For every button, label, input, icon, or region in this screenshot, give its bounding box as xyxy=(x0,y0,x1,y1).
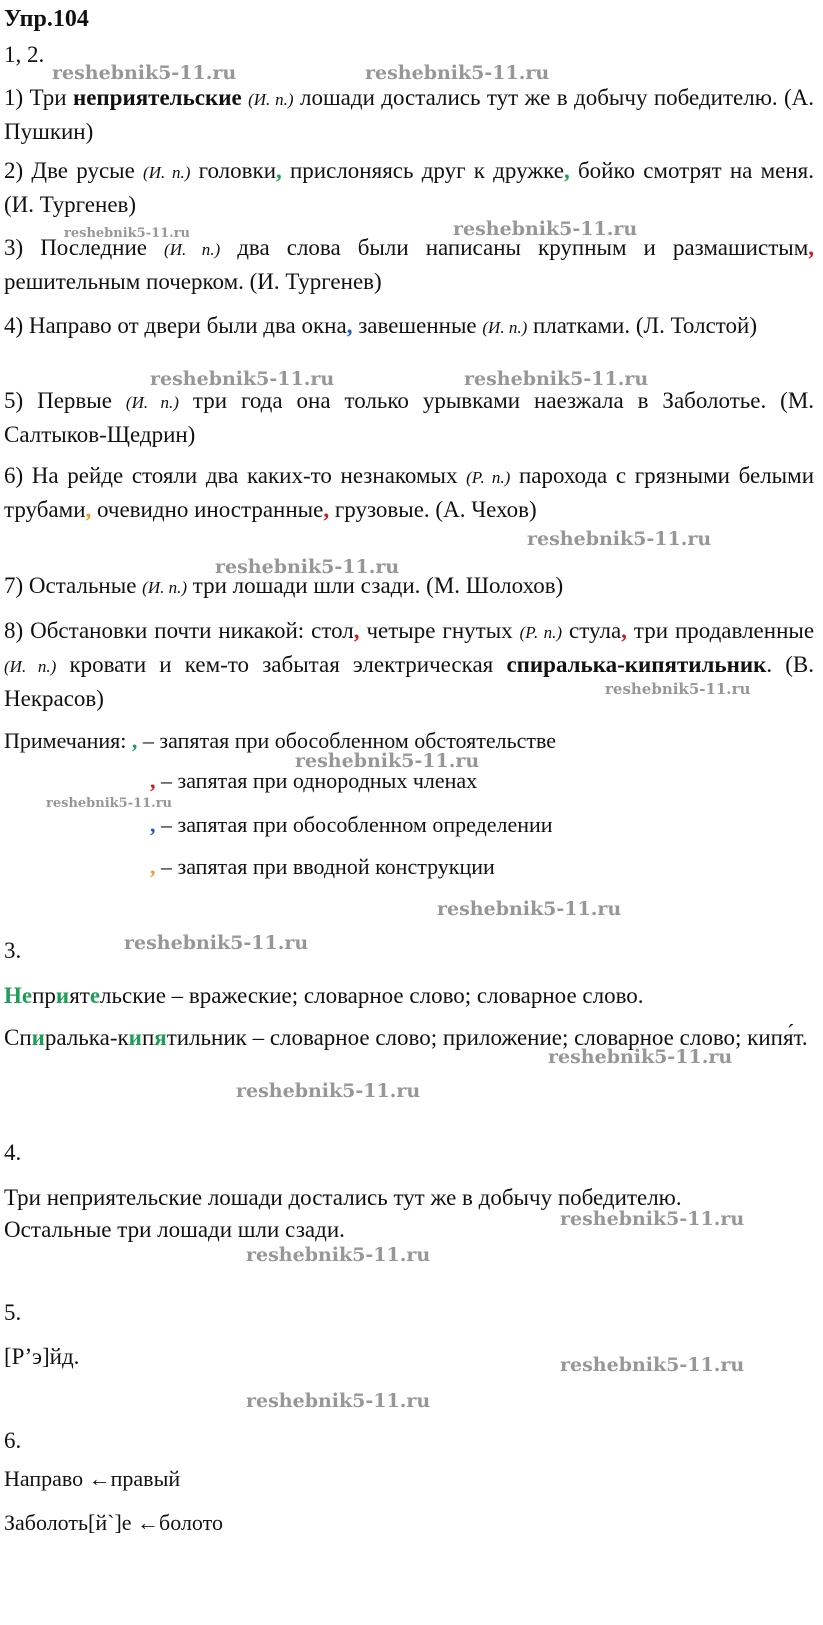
sentence-5: 5) Первые (И. п.) три года она только урывками наезжала в Заболотье. (М. Салтыков-Щедрин) xyxy=(4,388,815,447)
notes-row-3 xyxy=(150,812,553,838)
note-text: – запятая при однородных членах xyxy=(161,768,478,793)
sentence-6: 6) На рейде стояли два каких-то незнакомых (Р. п.) парохода с грязными белыми трубами, очевидно иностранные, грузовые. (А. Чехов) xyxy=(4,463,815,522)
comma-introductory: , xyxy=(85,497,92,522)
task3-line-1: Неприятельские – вражеские; словарное слово; словарное слово. xyxy=(4,983,644,1008)
note-mark: , xyxy=(150,854,156,879)
case-label: (И. п.) xyxy=(164,240,221,259)
watermark: reshebnik5-11.ru xyxy=(527,528,712,550)
section-5-label: 5. xyxy=(4,1300,22,1325)
watermark: reshebnik5-11.ru xyxy=(548,1046,733,1068)
watermark: reshebnik5-11.ru xyxy=(464,368,649,390)
watermark: reshebnik5-11.ru xyxy=(246,1390,431,1412)
note-text: – запятая при обособленном определении xyxy=(161,812,553,837)
comma-circumstance: , xyxy=(563,158,570,183)
sentence-8: 8) Обстановки почти никакой: стол, четыре гнутых (Р. п.) стула, три продавленные (И. п.) кровати и кем-то забытая электрическая спиралька-кипятильник. (В. Некрасов) xyxy=(4,618,815,711)
note-mark: , xyxy=(150,768,156,793)
task4-line-1: Три неприятельские лошади достались тут же в добычу победителю. xyxy=(4,1185,682,1210)
sentence-1: 1) Три неприятельские (И. п.) лошади достались тут же в добычу победителю. (А. Пушкин) xyxy=(4,85,815,144)
note-mark: , xyxy=(131,728,138,753)
section-4-label: 4. xyxy=(4,1140,22,1165)
watermark: reshebnik5-11.ru xyxy=(124,932,309,954)
section-3-label: 3. xyxy=(4,938,22,963)
section-6-label: 6. xyxy=(4,1428,22,1453)
case-label: (И. п.) xyxy=(142,578,188,597)
task5-transcription: [Р’э]йд. xyxy=(4,1344,80,1369)
comma-homogeneous: , xyxy=(353,618,360,643)
notes-label: Примечания: xyxy=(4,728,127,753)
comma-circumstance: , xyxy=(276,158,282,183)
watermark: reshebnik5-11.ru xyxy=(437,898,622,920)
case-label: (Р. п.) xyxy=(466,468,511,487)
watermark: reshebnik5-11.ru xyxy=(46,796,173,811)
note-text: – запятая при вводной конструкции xyxy=(161,854,495,879)
exercise-title: Упр.104 xyxy=(4,6,89,32)
comma-homogeneous: , xyxy=(621,618,627,643)
sentence-2: 2) Две русые (И. п.) головки, прислоняясь друг к дружке, бойко смотрят на меня. (И. Тургенев) xyxy=(4,158,815,217)
watermark: reshebnik5-11.ru xyxy=(150,368,335,390)
watermark: reshebnik5-11.ru xyxy=(453,218,638,240)
case-label: (И. п.) xyxy=(482,318,528,337)
note-mark: , xyxy=(150,812,156,837)
watermark: reshebnik5-11.ru xyxy=(560,1354,745,1376)
watermark: reshebnik5-11.ru xyxy=(295,750,480,772)
case-label: (И. п.) xyxy=(4,657,57,676)
case-label: (И. п.) xyxy=(125,393,179,412)
task6-line-1: Направо ←правый xyxy=(4,1466,181,1491)
comma-homogeneous: , xyxy=(323,497,330,522)
watermark: reshebnik5-11.ru xyxy=(560,1208,745,1230)
comma-definition: , xyxy=(346,313,353,338)
section-1-2-label: 1, 2. xyxy=(4,42,45,67)
case-label: (И. п.) xyxy=(248,90,294,109)
watermark: reshebnik5-11.ru xyxy=(236,1080,421,1102)
watermark: reshebnik5-11.ru xyxy=(52,62,237,84)
sentence-7: 7) Остальные (И. п.) три лошади шли сзади. (М. Шолохов) xyxy=(4,573,564,598)
notes-row-2 xyxy=(150,768,477,794)
watermark: reshebnik5-11.ru xyxy=(365,62,550,84)
task6-line-2: Заболоть[й`]е ←болото xyxy=(4,1510,223,1535)
watermark: reshebnik5-11.ru xyxy=(215,556,400,578)
watermark: reshebnik5-11.ru xyxy=(246,1244,431,1266)
case-label: (Р. п.) xyxy=(519,623,563,642)
sentence-4: 4) Направо от двери были два окна, завешенные (И. п.) платками. (Л. Толстой) xyxy=(4,313,758,338)
case-label: (И. п.) xyxy=(143,163,191,182)
comma-homogeneous: , xyxy=(808,235,815,260)
notes-row-4 xyxy=(150,854,495,880)
note-text: – запятая при обособленном обстоятельстве xyxy=(142,728,557,753)
sentence-3: 3) Последние (И. п.) два слова были написаны крупным и размашистым, решительным почерком. (И. Тургенев) xyxy=(4,235,815,294)
task4-line-2: Остальные три лошади шли сзади. xyxy=(4,1217,345,1242)
watermark: reshebnik5-11.ru xyxy=(605,680,751,698)
watermark: reshebnik5-11.ru xyxy=(64,226,191,241)
task3-line-2: Спиралька-кипятильник – словарное слово; приложение; словарное слово; кипя́т. xyxy=(4,1025,808,1050)
